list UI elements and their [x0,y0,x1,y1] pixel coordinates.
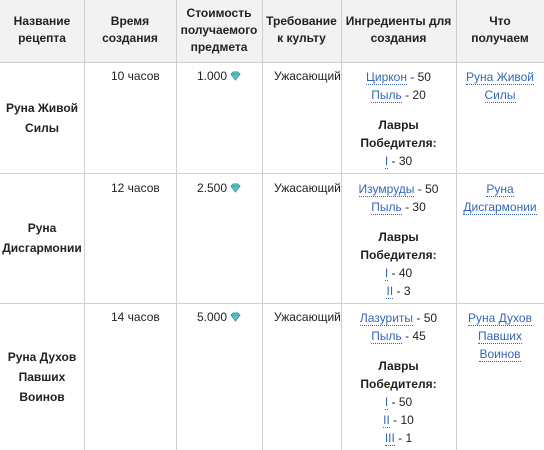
creation-time: 10 часов [111,69,160,83]
laurel-link[interactable]: II [386,284,394,298]
ingredients-list [341,180,456,300]
laurels-label: Лавры [378,230,419,244]
header-result: Что получаем [471,14,529,45]
recipe-name: Руна Духов Павших Воинов [7,350,77,404]
item-cost: 5.000 [197,309,241,326]
laurels-label: Лавры [378,118,419,132]
diamond-icon [230,312,241,322]
recipe-name: Руна Живой Силы [5,101,79,135]
ingredient-link[interactable]: Пыль [371,88,402,102]
laurel-line: III - 1 [384,431,413,445]
ingredient-line: Пыль - 45 [371,329,426,343]
row-divider [0,303,544,304]
laurel-line: I - 50 [384,395,413,409]
ingredient-link[interactable]: Циркон [366,70,407,84]
result-link[interactable]: Воинов [479,347,521,361]
ingredient-link[interactable]: Лазуриты [359,311,414,325]
diamond-icon [230,71,241,81]
diamond-icon [230,183,241,193]
item-cost: 2.500 [197,180,241,197]
result-item [456,180,544,216]
header-recipe-name: Название рецепта [13,14,71,45]
result-link[interactable]: Павших [477,329,522,343]
cult-requirement: Ужасающий [274,69,341,83]
result-link[interactable]: Руна Живой [465,70,535,84]
column-divider [84,0,85,450]
ingredient-line: Пыль - 30 [371,200,426,214]
column-divider [176,0,177,450]
laurel-link[interactable]: I [384,154,389,168]
ingredient-link[interactable]: Изумруды [358,182,415,196]
item-cost: 1.000 [197,68,241,85]
header-item-cost: Стоимость получаемого предмета [180,6,258,54]
header-cult-requirement: Требование к культу [266,14,337,45]
result-link[interactable]: Силы [484,88,516,102]
recipe-name: Руна Дисгармонии [2,221,82,255]
ingredients-list [341,68,456,170]
laurel-line: II - 10 [383,413,414,427]
laurel-line: II - 3 [386,284,411,298]
result-link[interactable]: Руна Духов [468,311,532,325]
result-link[interactable]: Руна [486,182,514,196]
result-link[interactable]: Дисгармонии [463,200,537,214]
laurel-link[interactable]: I [384,266,389,280]
row-divider [0,62,544,63]
ingredient-line: Изумруды - 50 [358,182,439,196]
ingredient-line: Лазуриты - 50 [359,311,438,325]
laurel-link[interactable]: II [383,413,390,427]
result-item [456,68,544,104]
laurel-line: I - 40 [384,266,413,280]
creation-time: 14 часов [111,310,160,324]
laurel-link[interactable]: I [384,395,389,409]
cult-requirement: Ужасающий [274,181,341,195]
ingredient-line: Циркон - 50 [366,70,431,84]
ingredient-link[interactable]: Пыль [371,329,402,343]
ingredient-link[interactable]: Пыль [371,200,402,214]
column-divider [262,0,263,450]
laurels-label: Лавры [378,359,419,373]
ingredients-list [341,309,456,447]
result-item [456,309,544,363]
laurels-label: Победителя: [360,248,437,262]
row-divider [0,173,544,174]
laurel-link[interactable]: III [384,431,395,445]
laurel-line: I - 30 [384,154,413,168]
ingredient-line: Пыль - 20 [371,88,426,102]
header-ingredients: Ингредиенты для создания [345,14,452,45]
header-creation-time: Время создания [102,14,158,45]
cult-requirement: Ужасающий [274,310,341,324]
laurels-label: Победителя: [360,136,437,150]
creation-time: 12 часов [111,181,160,195]
laurels-label: Победителя: [360,377,437,391]
